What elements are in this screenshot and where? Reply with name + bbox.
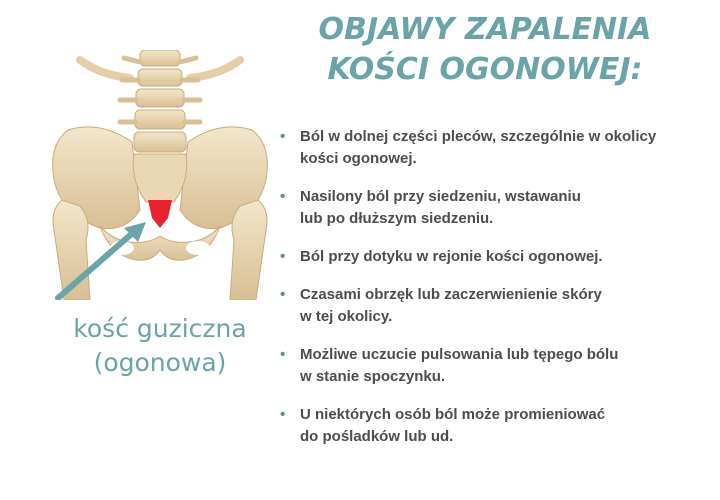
symptom-line: Czasami obrzęk lub zaczerwienienie skóry bbox=[300, 286, 602, 303]
symptom-list bbox=[278, 126, 714, 464]
symptom-line: do pośladków lub ud. bbox=[300, 428, 454, 445]
symptom-item bbox=[278, 186, 714, 230]
symptom-item bbox=[278, 344, 714, 388]
symptom-item bbox=[278, 284, 714, 328]
coccyx-label-line1: kość guziczna bbox=[73, 314, 247, 343]
symptom-item bbox=[278, 126, 714, 170]
symptom-line: Ból przy dotyku w rejonie kości ogonowej. bbox=[300, 248, 603, 265]
coccyx-label bbox=[40, 312, 280, 380]
symptom-line: w tej okolicy. bbox=[300, 308, 393, 325]
symptom-line: lub po dłuższym siedzeniu. bbox=[300, 210, 494, 227]
femur-right bbox=[230, 200, 267, 300]
symptom-line: Nasilony ból przy siedzeniu, wstawaniu bbox=[300, 188, 581, 205]
symptom-line: U niektórych osób ból może promieniować bbox=[300, 406, 606, 423]
obturator-right bbox=[186, 241, 210, 255]
symptom-line: Możliwe uczucie pulsowania lub tępego bólu bbox=[300, 346, 619, 363]
title-line2: KOŚCI OGONOWEJ: bbox=[327, 52, 643, 87]
bullet-icon: • bbox=[280, 188, 286, 205]
symptom-item bbox=[278, 404, 714, 448]
rib-right bbox=[190, 60, 240, 78]
page-title bbox=[290, 10, 680, 90]
coccyx-highlight bbox=[148, 200, 172, 228]
bullet-icon: • bbox=[280, 406, 286, 423]
title-line1: OBJAWY ZAPALENIA bbox=[318, 12, 652, 47]
symptom-line: kości ogonowej. bbox=[300, 150, 417, 167]
sacrum bbox=[133, 154, 187, 202]
rib-left bbox=[80, 60, 130, 78]
symptom-line: w stanie spoczynku. bbox=[300, 368, 446, 385]
lumbar-spine bbox=[120, 50, 200, 152]
bullet-icon: • bbox=[280, 346, 286, 363]
bullet-icon: • bbox=[280, 248, 286, 265]
pelvis-illustration bbox=[40, 50, 280, 300]
pelvis-drawing bbox=[40, 50, 280, 300]
bullet-icon: • bbox=[280, 128, 286, 145]
symptom-line: Ból w dolnej części pleców, szczególnie w okolicy bbox=[300, 128, 657, 145]
coccyx-label-line2: (ogonowa) bbox=[93, 348, 227, 377]
symptom-item bbox=[278, 246, 714, 268]
bullet-icon: • bbox=[280, 286, 286, 303]
